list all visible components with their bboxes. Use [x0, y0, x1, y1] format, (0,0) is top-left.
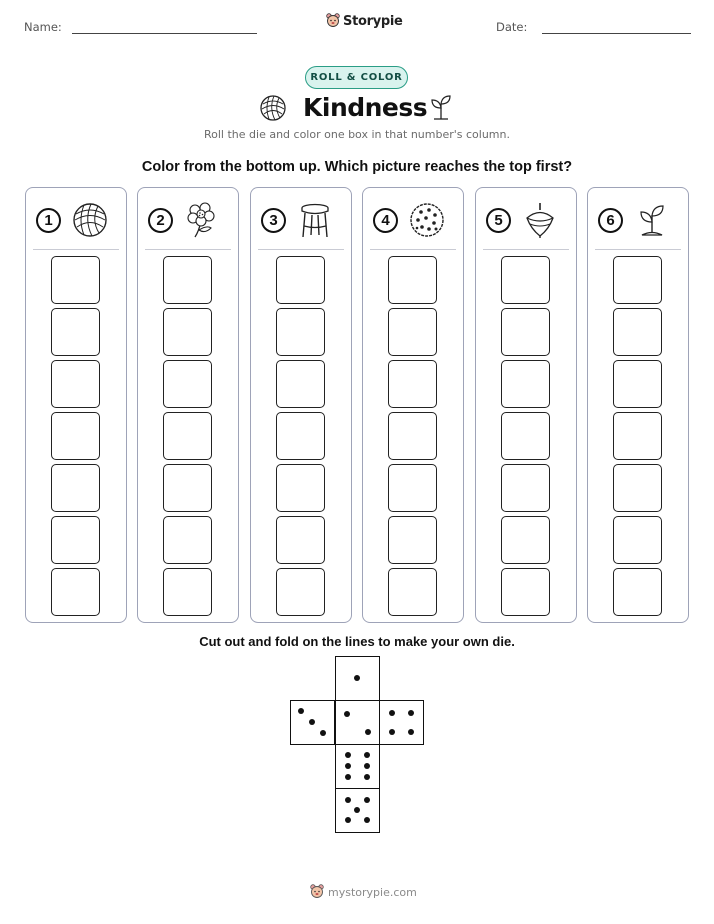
- color-box[interactable]: [51, 464, 100, 512]
- color-box[interactable]: [276, 360, 325, 408]
- name-label: Name:: [24, 20, 62, 34]
- pip: [364, 817, 370, 823]
- color-box[interactable]: [276, 568, 325, 616]
- column-5: [475, 187, 577, 623]
- color-box[interactable]: [501, 360, 550, 408]
- color-box[interactable]: [388, 568, 437, 616]
- pip: [389, 729, 395, 735]
- column-number: 6: [598, 208, 623, 233]
- die-face-2: [335, 700, 380, 745]
- column-header: [476, 188, 576, 250]
- column-3: [250, 187, 352, 623]
- color-box[interactable]: [501, 256, 550, 304]
- pip: [345, 752, 351, 758]
- pip: [345, 763, 351, 769]
- color-box[interactable]: [51, 412, 100, 460]
- activity-badge: ROLL & COLOR: [305, 66, 408, 89]
- color-box[interactable]: [501, 308, 550, 356]
- color-box[interactable]: [163, 516, 212, 564]
- color-box[interactable]: [163, 256, 212, 304]
- color-box[interactable]: [276, 516, 325, 564]
- pip: [408, 729, 414, 735]
- column-1: [25, 187, 127, 623]
- color-box[interactable]: [388, 360, 437, 408]
- color-box[interactable]: [276, 256, 325, 304]
- pip: [364, 752, 370, 758]
- color-box[interactable]: [613, 308, 662, 356]
- color-box[interactable]: [613, 568, 662, 616]
- pip: [354, 675, 360, 681]
- color-box[interactable]: [501, 516, 550, 564]
- color-box[interactable]: [388, 308, 437, 356]
- pip: [364, 797, 370, 803]
- column-header: [588, 188, 688, 250]
- color-box[interactable]: [163, 464, 212, 512]
- date-line[interactable]: [542, 33, 691, 34]
- color-box[interactable]: [613, 464, 662, 512]
- pip: [389, 710, 395, 716]
- column-number: 4: [373, 208, 398, 233]
- column-4: [362, 187, 464, 623]
- column-2: [137, 187, 239, 623]
- yarn-ball-icon: [259, 94, 287, 122]
- column-header: [251, 188, 351, 250]
- color-box[interactable]: [163, 568, 212, 616]
- cookie-icon: [408, 201, 446, 239]
- pip: [345, 817, 351, 823]
- color-box[interactable]: [51, 256, 100, 304]
- column-number: 3: [261, 208, 286, 233]
- pip: [298, 708, 304, 714]
- column-divider: [33, 249, 119, 250]
- pip: [408, 710, 414, 716]
- column-number: 1: [36, 208, 61, 233]
- pip: [345, 797, 351, 803]
- die-face-4: [379, 700, 424, 745]
- color-box[interactable]: [501, 568, 550, 616]
- color-box[interactable]: [501, 464, 550, 512]
- brand-name: Storypie: [343, 13, 403, 29]
- column-header: [363, 188, 463, 250]
- color-box[interactable]: [51, 360, 100, 408]
- color-box[interactable]: [276, 464, 325, 512]
- column-number: 5: [486, 208, 511, 233]
- column-header: [26, 188, 126, 250]
- color-box[interactable]: [613, 412, 662, 460]
- die-face-3: [290, 700, 335, 745]
- die-instruction: Cut out and fold on the lines to make your own die.: [199, 634, 515, 649]
- color-box[interactable]: [613, 516, 662, 564]
- column-6: [587, 187, 689, 623]
- pip: [345, 774, 351, 780]
- stool-icon: [296, 201, 334, 239]
- color-box[interactable]: [501, 412, 550, 460]
- flower-icon: [183, 201, 221, 239]
- column-divider: [483, 249, 569, 250]
- die-face-5: [335, 788, 380, 833]
- color-box[interactable]: [613, 256, 662, 304]
- color-box[interactable]: [388, 464, 437, 512]
- color-box[interactable]: [276, 308, 325, 356]
- column-number: 2: [148, 208, 173, 233]
- bear-mascot-icon: [326, 13, 340, 29]
- color-box[interactable]: [388, 516, 437, 564]
- pip: [364, 774, 370, 780]
- pip: [309, 719, 315, 725]
- color-box[interactable]: [51, 568, 100, 616]
- color-box[interactable]: [613, 360, 662, 408]
- storypie-logo: [326, 13, 403, 29]
- color-box[interactable]: [163, 412, 212, 460]
- footer: [310, 884, 417, 900]
- pip: [365, 729, 371, 735]
- column-divider: [370, 249, 456, 250]
- instruction: Color from the bottom up. Which picture reaches the top first?: [141, 159, 573, 175]
- color-box[interactable]: [276, 412, 325, 460]
- spinning-top-icon: [521, 201, 559, 239]
- column-divider: [595, 249, 681, 250]
- color-box[interactable]: [388, 412, 437, 460]
- color-box[interactable]: [51, 516, 100, 564]
- color-box[interactable]: [51, 308, 100, 356]
- bear-mascot-icon: [310, 884, 324, 900]
- subtitle: Roll the die and color one box in that number's column.: [204, 128, 510, 141]
- name-line[interactable]: [72, 33, 257, 34]
- pip: [320, 730, 326, 736]
- color-box[interactable]: [163, 308, 212, 356]
- pip: [354, 807, 360, 813]
- sprout-icon: [633, 201, 671, 239]
- column-divider: [145, 249, 231, 250]
- die-face-1: [335, 656, 380, 701]
- worksheet-title: Kindness: [303, 93, 428, 122]
- column-header: [138, 188, 238, 250]
- yarn-ball-icon: [71, 201, 109, 239]
- pip: [344, 711, 350, 717]
- pip: [364, 763, 370, 769]
- column-divider: [258, 249, 344, 250]
- sprout-icon: [428, 92, 454, 122]
- die-face-6: [335, 744, 380, 789]
- footer-url[interactable]: mystorypie.com: [328, 885, 417, 899]
- color-box[interactable]: [163, 360, 212, 408]
- date-label: Date:: [496, 20, 528, 34]
- color-box[interactable]: [388, 256, 437, 304]
